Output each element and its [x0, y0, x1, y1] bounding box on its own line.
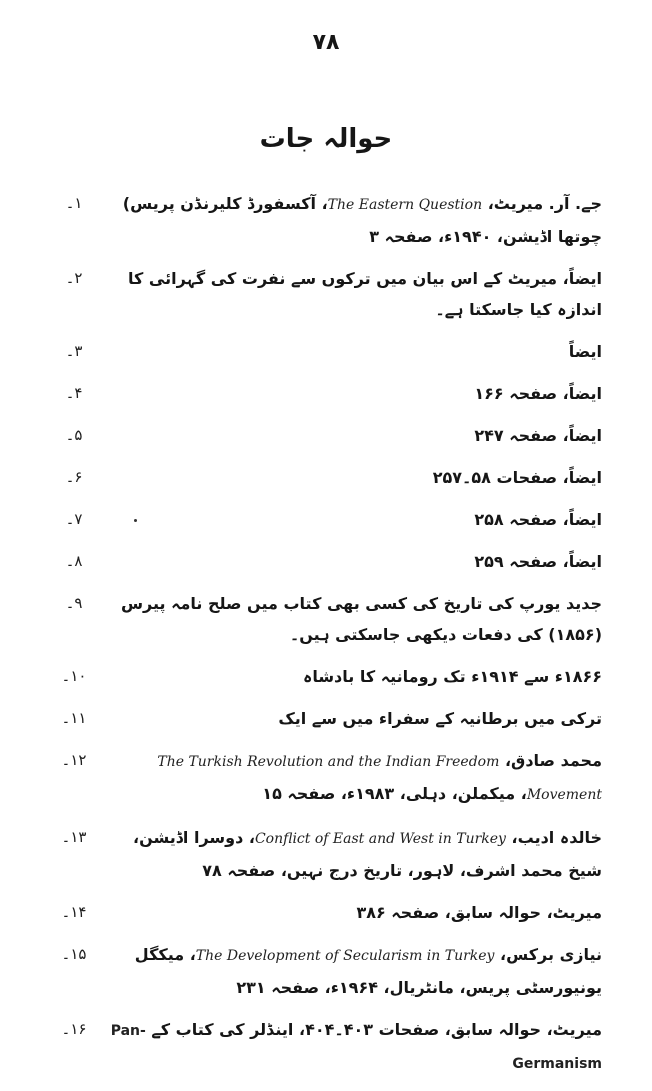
- footnote-number: ۱۵۔: [61, 945, 87, 963]
- footnote-number: ۴۔: [65, 384, 83, 402]
- footnote-urdu-text-cont: ، میکملن، دہلی، ۱۹۸۳ء، صفحہ ۱۵: [262, 784, 527, 803]
- footnote-urdu-text: ایضاً، صفحہ ۲۵۹: [474, 552, 602, 571]
- footnote-number: ۷۔: [65, 510, 83, 528]
- footnote-number: ۱۳۔: [61, 828, 87, 846]
- footnote-english-title: Pan-Germanism: [110, 1023, 602, 1072]
- footnote-item: [46, 546, 602, 577]
- footnote-number: ۱۲۔: [61, 751, 87, 769]
- footnote-urdu-text: ایضاً، صفحات ۵۸۔۲۵۷: [432, 468, 602, 487]
- footnote-number: ۱۔: [65, 194, 83, 212]
- footnote-text: [102, 263, 602, 325]
- footnote-item: [46, 1014, 602, 1080]
- footnote-item: [46, 263, 602, 325]
- page-title: حوالہ جات: [259, 124, 393, 154]
- footnote-number: ۱۱۔: [61, 709, 87, 727]
- footnote-urdu-text: ۱۸۶۶ء سے ۱۹۱۴ء تک رومانیہ کا بادشاہ: [302, 667, 602, 686]
- footnote-urdu-text: جے. آر. میریٹ،: [487, 194, 602, 213]
- footnote-text: [102, 462, 602, 493]
- footnote-number: ۱۴۔: [61, 903, 87, 921]
- footnote-number: ۱۰۔: [61, 667, 87, 685]
- footnote-urdu-text: جدید یورپ کی تاریخ کی کسی بھی کتاب میں صلح نامہ پیرس (۱۸۵۶) کی دفعات دیکھی جاسکتی ہیں۔: [120, 594, 602, 644]
- footnote-number: ۲۔: [65, 269, 83, 287]
- footnote-number: ۵۔: [65, 426, 83, 444]
- footnote-text: [102, 504, 602, 535]
- footnote-urdu-text: ایضاً: [568, 342, 602, 361]
- footnote-text: [102, 188, 602, 252]
- footnote-item: [46, 378, 602, 409]
- footnote-urdu-text: میریٹ، حوالہ سابق، صفحہ ۳۸۶: [356, 903, 602, 922]
- footnote-item: [46, 897, 602, 928]
- footnote-text: [102, 822, 602, 886]
- page-number: ۷۸: [312, 30, 340, 55]
- footnote-text: [102, 1014, 602, 1080]
- footnote-text: [102, 939, 602, 1003]
- footnote-text: [102, 588, 602, 650]
- footnote-item: [46, 822, 602, 886]
- footnote-number: ۸۔: [65, 552, 83, 570]
- footnote-text: [102, 897, 602, 928]
- footnote-english-title: The Turkish Revolution and the Indian Freedom Movement: [157, 754, 602, 803]
- footnote-urdu-text: محمد صادق،: [504, 751, 602, 770]
- footnote-text: [102, 336, 602, 367]
- footnote-item: [46, 336, 602, 367]
- footnote-item: [46, 462, 602, 493]
- footnote-urdu-text: خالدہ ادیب،: [511, 828, 602, 847]
- footnote-text: [102, 745, 602, 811]
- footnote-urdu-text-cont: ، دوسرا اڈیشن، شیخ محمد اشرف، لاہور، تاریخ درج نہیں، صفحہ ۷۸: [133, 828, 602, 880]
- footnote-urdu-text: ایضاً، میریٹ کے اس بیان میں ترکوں سے نفرت کی گہرائی کا اندازہ کیا جاسکتا ہے۔: [128, 269, 602, 319]
- footnote-item: [46, 504, 602, 535]
- footnote-number: ۱۶۔: [61, 1020, 87, 1038]
- footnote-english-title: The Development of Secularism in Turkey: [195, 948, 495, 964]
- footnote-number: ۹۔: [65, 594, 83, 612]
- footnote-urdu-text: ایضاً، صفحہ ۱۶۶: [474, 384, 602, 403]
- footnote-english-title: Conflict of East and West in Turkey: [254, 831, 506, 847]
- footnote-item: [46, 745, 602, 811]
- footnote-urdu-text: میریٹ، حوالہ سابق، صفحات ۴۰۳۔۴۰۴، اینڈلر کی کتاب کے: [151, 1020, 602, 1039]
- footnote-urdu-text-cont: ، میکگل یونیورسٹی پریس، مانٹریال، ۱۹۶۴ء، صفحہ ۲۳۱: [134, 945, 602, 997]
- footnote-item: [46, 661, 602, 692]
- footnote-urdu-text: ایضاً، صفحہ ۲۴۷: [474, 426, 602, 445]
- footnote-urdu-text: ایضاً، صفحہ ۲۵۸: [474, 510, 602, 529]
- footnote-urdu-text: نیازی برکس،: [500, 945, 602, 964]
- footnote-english-title: The Eastern Question: [327, 197, 483, 213]
- footnote-number: ۶۔: [65, 468, 83, 486]
- footnote-text: [102, 546, 602, 577]
- footnote-text: [102, 420, 602, 451]
- footnote-item: [46, 420, 602, 451]
- footnotes-list: [46, 188, 602, 1091]
- footnote-item: [46, 188, 602, 252]
- footnote-text: [102, 661, 602, 692]
- footnote-urdu-text-cont: ، آکسفورڈ کلیرنڈن پریس) چوتھا اڈیشن، ۱۹۴۰ء، صفحہ ۳: [122, 194, 602, 246]
- footnote-item: [46, 939, 602, 1003]
- footnote-text: [102, 703, 602, 734]
- footnote-item: [46, 703, 602, 734]
- footnote-text: [102, 378, 602, 409]
- footnote-number: ۳۔: [65, 342, 83, 360]
- footnote-urdu-text: ترکی میں برطانیہ کے سفراء میں سے ایک: [278, 709, 602, 728]
- footnote-item: [46, 588, 602, 650]
